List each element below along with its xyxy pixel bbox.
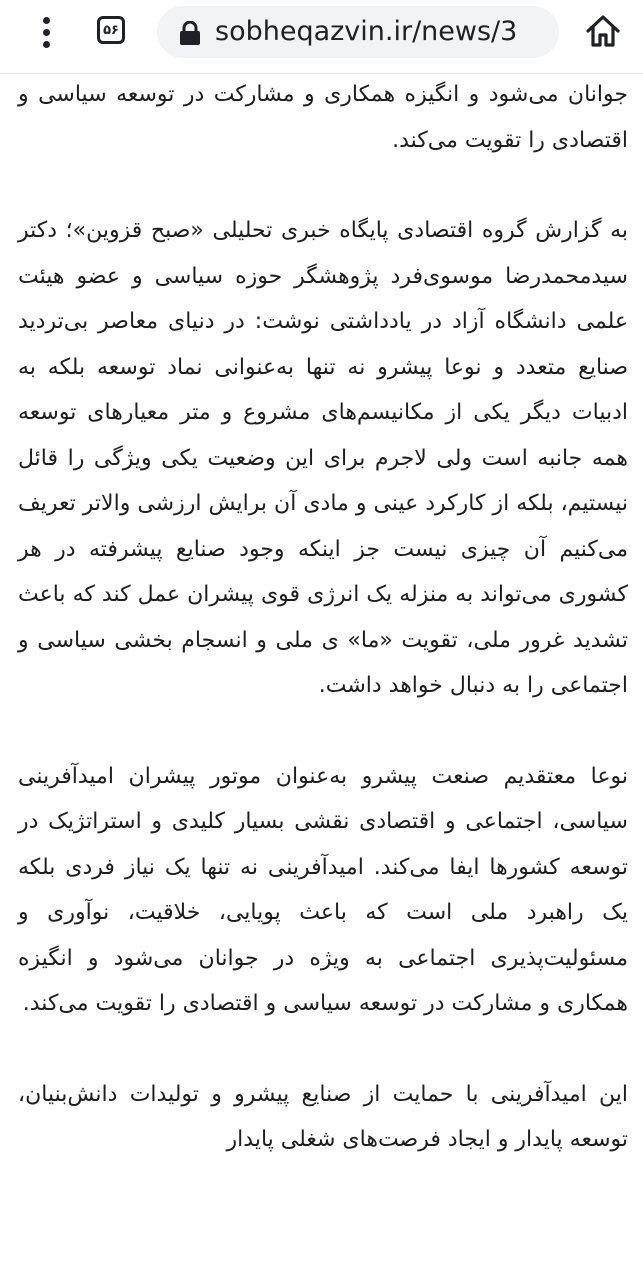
article-paragraph: این امیدآفرینی با حمایت از صنایع پیشرو و تولیدات دانش‌بنیان، توسعه پایدار و ایجاد فرصت‌های شغلی پایدار bbox=[18, 1081, 628, 1152]
article-paragraph: به گزارش گروه اقتصادی پایگاه خبری تحلیلی «صبح قزوین»؛ دکتر سیدمحمدرضا موسوی‌فرد پژوهشگر حوزه سیاسی و عضو هیئت علمی دانشگاه آزاد در یادداشتی نوشت: در دنیای معاصر بی‌تردید صنایع متعدد و نوعا پیشرو نه تنها به‌عنوانی نماد توسعه بلکه به ادبیات دیگر یکی از مکانیسم‌های مشروع و متر معیارهای توسعه همه جانبه است ولی لاجرم برای این وضعیت یکی ویژگی را قائل نیستیم، بلکه از کارکرد عینی و مادی آن برایش ارزشی والاتر تعریف می‌کنیم آن چیزی نیست جز اینکه وجود صنایع پیشرفته در هر کشوری می‌تواند به منزله یک انرژی قوی پیشران عمل کند که باعث تشدید غرور ملی، تقویت «ما» ی ملی و انسجام بخشی سیاسی و اجتماعی را به دنبال خواهد داشت. bbox=[18, 218, 628, 698]
article-body bbox=[18, 72, 628, 1208]
home-icon[interactable] bbox=[584, 12, 622, 50]
more-vert-icon[interactable] bbox=[28, 12, 64, 52]
browser-toolbar bbox=[0, 0, 643, 74]
article-paragraph: نوعا معتقدیم صنعت پیشرو به‌عنوان موتور پیشران امیدآفرینی سیاسی، اجتماعی و اقتصادی نقشی بسیار کلیدی و استراتژیک در توسعه کشورها ایفا می‌کند. امیدآفرینی نه تنها یک نیاز فردی بلکه یک راهبرد ملی است که باعث پویایی، خلاقیت، نوآوری و مسئولیت‌پذیری اجتماعی به ویژه در جوانان می‌شود و انگیزه همکاری و مشارکت در توسعه سیاسی و اقتصادی را تقویت می‌کند. bbox=[18, 763, 628, 1016]
article-paragraph: جوانان می‌شود و انگیزه همکاری و مشارکت در توسعه سیاسی و اقتصادی را تقویت می‌کند. bbox=[18, 82, 628, 153]
address-bar[interactable] bbox=[157, 6, 559, 58]
tab-switcher-button[interactable]: ۵۶ bbox=[97, 16, 125, 44]
lock-icon[interactable] bbox=[179, 21, 201, 45]
url-text[interactable]: sobheqazvin.ir/news/3 bbox=[215, 16, 518, 47]
